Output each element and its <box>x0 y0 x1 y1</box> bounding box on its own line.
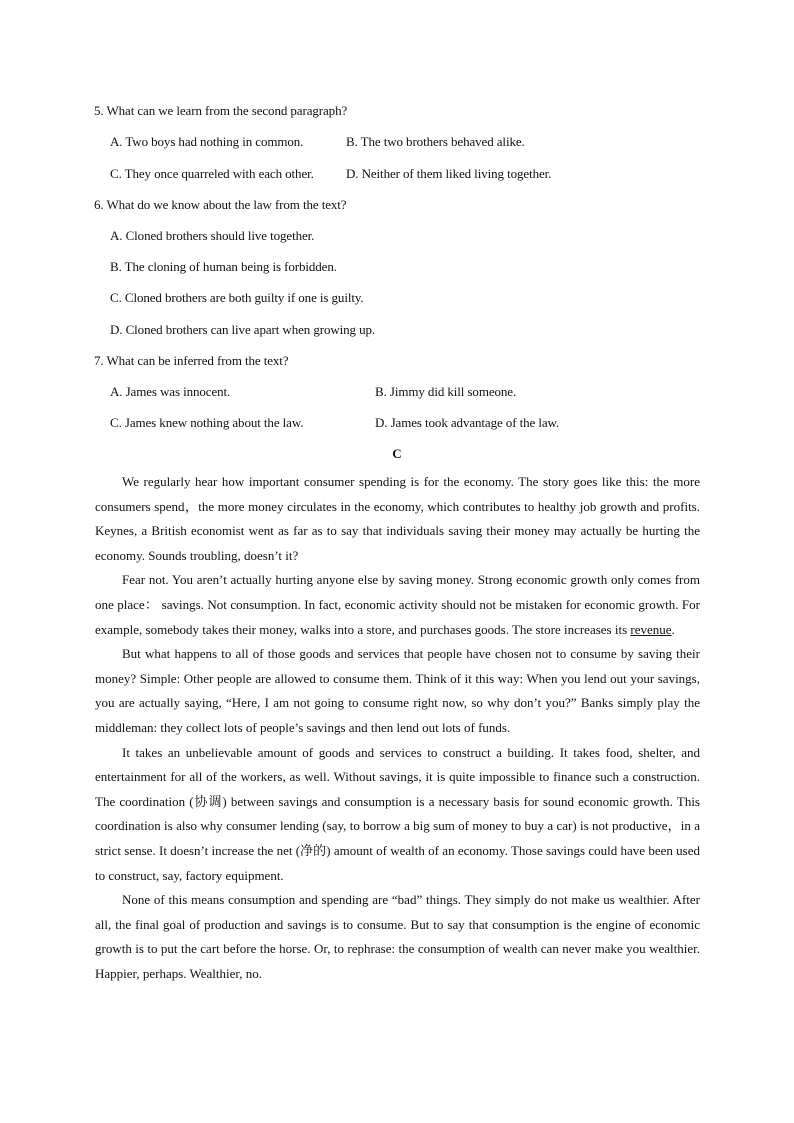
question-5-option-d: D. Neither of them liked living together. <box>346 166 552 181</box>
question-7-option-c: C. James knew nothing about the law. <box>110 415 304 430</box>
question-5-option-a: A. Two boys had nothing in common. <box>110 134 304 149</box>
passage-paragraph-5: None of this means consumption and spending are “bad” things. They simply do not make us wealthier. After all, the final goal of production and savings is to consume. But to say that consumption is the engine of economic growth is to put the cart before the horse. Or, to rephrase: the consumption of wealth can never make you wealthier. Happier, perhaps. Wealthier, no. <box>95 892 700 981</box>
section-heading: C <box>392 446 402 461</box>
question-7-option-a: A. James was innocent. <box>110 384 231 399</box>
passage-paragraph-1: We regularly hear how important consumer spending is for the economy. The story goes like this: the more consumers spend，the more money circulates in the economy, which contributes to healthy job growth and profits. Keynes, a British economist went as far as to say that individuals saving their money may actually be hurting the economy. Sounds troubling, doesn’t it? <box>95 474 700 563</box>
paragraph-2-end: . <box>671 621 675 637</box>
question-7-stem: 7. What can be inferred from the text? <box>94 353 289 368</box>
question-6-option-a: A. Cloned brothers should live together. <box>110 228 315 243</box>
question-5-option-b: B. The two brothers behaved alike. <box>346 134 525 149</box>
reading-passage <box>95 470 700 986</box>
passage-paragraph-4: It takes an unbelievable amount of goods and services to construct a building. It takes food, shelter, and entertainment for all of the workers, as well. Without savings, it is quite impossible to finance such a construction. The coordination (协调) between savings and consumption is a necessary basis for sound economic growth. This coordination is also why consumer lending (say, to borrow a big sum of money to buy a car) is not productive，in a strict sense. It doesn’t increase the net (净的) amount of wealth of an economy. Those savings could have been used to construct, say, factory equipment. <box>95 744 700 883</box>
passage-paragraph-2 <box>95 568 700 642</box>
underlined-word-revenue: revenue <box>630 621 672 637</box>
paragraph-2-text: Fear not. You aren’t actually hurting anyone else by saving money. Strong economic growth only comes from one place： savings. Not consumption. In fact, economic activity should not be mistaken for economic growth. For example, somebody takes their money, walks into a store, and purchases goods. The store increases its <box>95 572 700 637</box>
question-5-option-c: C. They once quarreled with each other. <box>110 166 314 181</box>
question-5-stem: 5. What can we learn from the second paragraph? <box>94 103 348 118</box>
question-7-option-d: D. James took advantage of the law. <box>375 415 560 430</box>
question-6-option-d: D. Cloned brothers can live apart when growing up. <box>110 322 376 337</box>
question-7-option-b: B. Jimmy did kill someone. <box>375 384 517 399</box>
question-6-stem: 6. What do we know about the law from the text? <box>94 197 347 212</box>
question-6-option-c: C. Cloned brothers are both guilty if one is guilty. <box>110 290 364 305</box>
question-6-option-b: B. The cloning of human being is forbidden. <box>110 259 337 274</box>
passage-paragraph-3: But what happens to all of those goods and services that people have chosen not to consume by saving their money? Simple: Other people are allowed to consume them. Think of it this way: When you lend out your savings, you are actually saying, “Here, I am not going to consume right now, so why don’t you?” Banks simply play the middleman: they collect lots of people’s savings and then lend out lots of funds. <box>95 646 700 735</box>
